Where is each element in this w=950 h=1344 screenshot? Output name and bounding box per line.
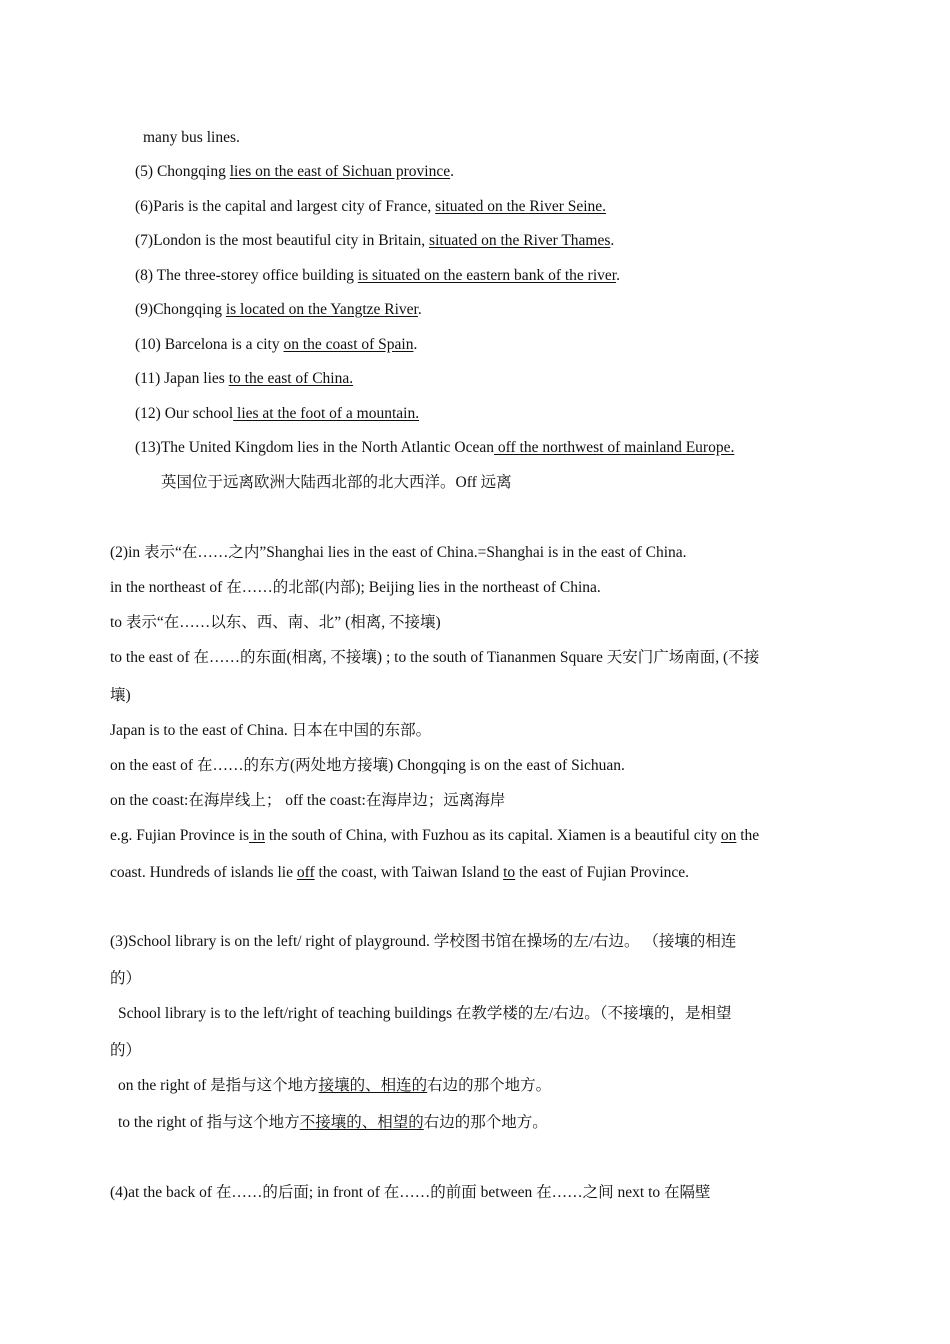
example-underlined-phrase: off the northwest of mainland Europe. — [494, 439, 735, 456]
example-6 — [135, 197, 606, 217]
example-text: (8) The three-storey office building — [135, 267, 358, 284]
example-text: (9)Chongqing — [135, 301, 226, 318]
section-2-line: in the northeast of 在……的北部(内部); Beijing lies in the northeast of China. — [110, 579, 601, 596]
section-3-line: to the right of 指与这个地方不接壤的、相望的右边的那个地方。 — [118, 1114, 548, 1131]
section-2-line-wrap: 壤) — [110, 687, 131, 704]
example-7 — [135, 231, 614, 251]
underlined-preposition: in — [249, 827, 265, 844]
example-11 — [135, 369, 353, 389]
example-text: (5) Chongqing — [135, 163, 230, 180]
example-underlined-phrase: on the coast of Spain — [283, 336, 414, 353]
section-2-example-line-2: coast. Hundreds of islands lie off the coast, with Taiwan Island to the east of Fujian Province. — [110, 864, 690, 881]
section-3-heading-line: (3)School library is on the left/ right of playground. 学校图书馆在操场的左/右边。 （接壤的相连 — [110, 933, 737, 950]
example-line-continuation — [143, 128, 240, 148]
example-text: many bus lines. — [143, 129, 240, 146]
example-text: (13)The United Kingdom lies in the North Atlantic Ocean — [135, 439, 494, 456]
example-12 — [135, 404, 419, 424]
example-underlined-phrase: lies at the foot of a mountain. — [233, 405, 420, 422]
example-text: . — [616, 267, 620, 284]
section-2-example-line-1: e.g. Fujian Province is in the south of China, with Fuzhou as its capital. Xiamen is a beautiful city on the — [110, 827, 760, 844]
example-underlined-phrase: is situated on the eastern bank of the river — [357, 267, 617, 284]
example-9 — [135, 300, 422, 320]
section-2-line: Japan is to the east of China. 日本在中国的东部。 — [110, 722, 432, 739]
section-2-line: on the east of 在……的东方(两处地方接壤) Chongqing is on the east of Sichuan. — [110, 757, 625, 774]
example-text: (10) Barcelona is a city — [135, 336, 284, 353]
example-underlined-phrase: situated on the River Seine. — [435, 198, 607, 215]
example-underlined-phrase: situated on the River Thames — [429, 232, 611, 249]
example-5 — [135, 162, 454, 182]
example-underlined-phrase: lies on the east of Sichuan province — [229, 163, 451, 180]
example-10 — [135, 335, 417, 355]
example-8 — [135, 266, 620, 286]
section-4-heading-line: (4)at the back of 在……的后面; in front of 在……的前面 between 在……之间 next to 在隔壁 — [110, 1184, 711, 1201]
underlined-phrase: 不接壤的、相望的 — [299, 1114, 424, 1131]
underlined-phrase: 接壤的、相连的 — [318, 1077, 428, 1094]
translation-text: 英国位于远离欧洲大陆西北部的北大西洋。Off 远离 — [161, 474, 512, 491]
underlined-preposition: off — [296, 864, 315, 881]
underlined-preposition: on — [720, 827, 737, 844]
example-text: (7)London is the most beautiful city in Britain, — [135, 232, 430, 249]
example-text: (12) Our school — [135, 405, 234, 422]
underlined-preposition: to — [503, 864, 516, 881]
section-3-line-wrap: 的） — [110, 970, 142, 987]
example-underlined-phrase: to the east of China. — [228, 370, 354, 387]
example-text: . — [413, 336, 418, 353]
example-text: (11) Japan lies — [135, 370, 229, 387]
section-2-heading-line: (2)in 表示“在……之内”Shanghai lies in the east of China.=Shanghai is in the east of China. — [110, 544, 687, 561]
example-underlined-phrase: is located on the Yangtze River — [225, 301, 418, 318]
example-text: . — [450, 163, 454, 180]
example-13 — [135, 438, 734, 458]
section-2-line: to the east of 在……的东面(相离, 不接壤) ; to the south of Tiananmen Square 天安门广场南面, (不接 — [110, 649, 760, 666]
example-text: . — [610, 232, 615, 249]
section-2-line: on the coast:在海岸线上； off the coast:在海岸边；远离海岸 — [110, 792, 506, 809]
example-text: . — [417, 301, 422, 318]
section-3-line-wrap: 的） — [110, 1042, 142, 1059]
section-3-line: on the right of 是指与这个地方接壤的、相连的右边的那个地方。 — [118, 1077, 552, 1094]
section-3-line: School library is to the left/right of teaching buildings 在教学楼的左/右边。（不接壤的，是相望 — [118, 1005, 732, 1022]
example-13-translation — [161, 473, 512, 493]
section-2-line: to 表示“在……以东、西、南、北” (相离, 不接壤) — [110, 614, 441, 631]
example-text: (6)Paris is the capital and largest city of France, — [135, 198, 436, 215]
